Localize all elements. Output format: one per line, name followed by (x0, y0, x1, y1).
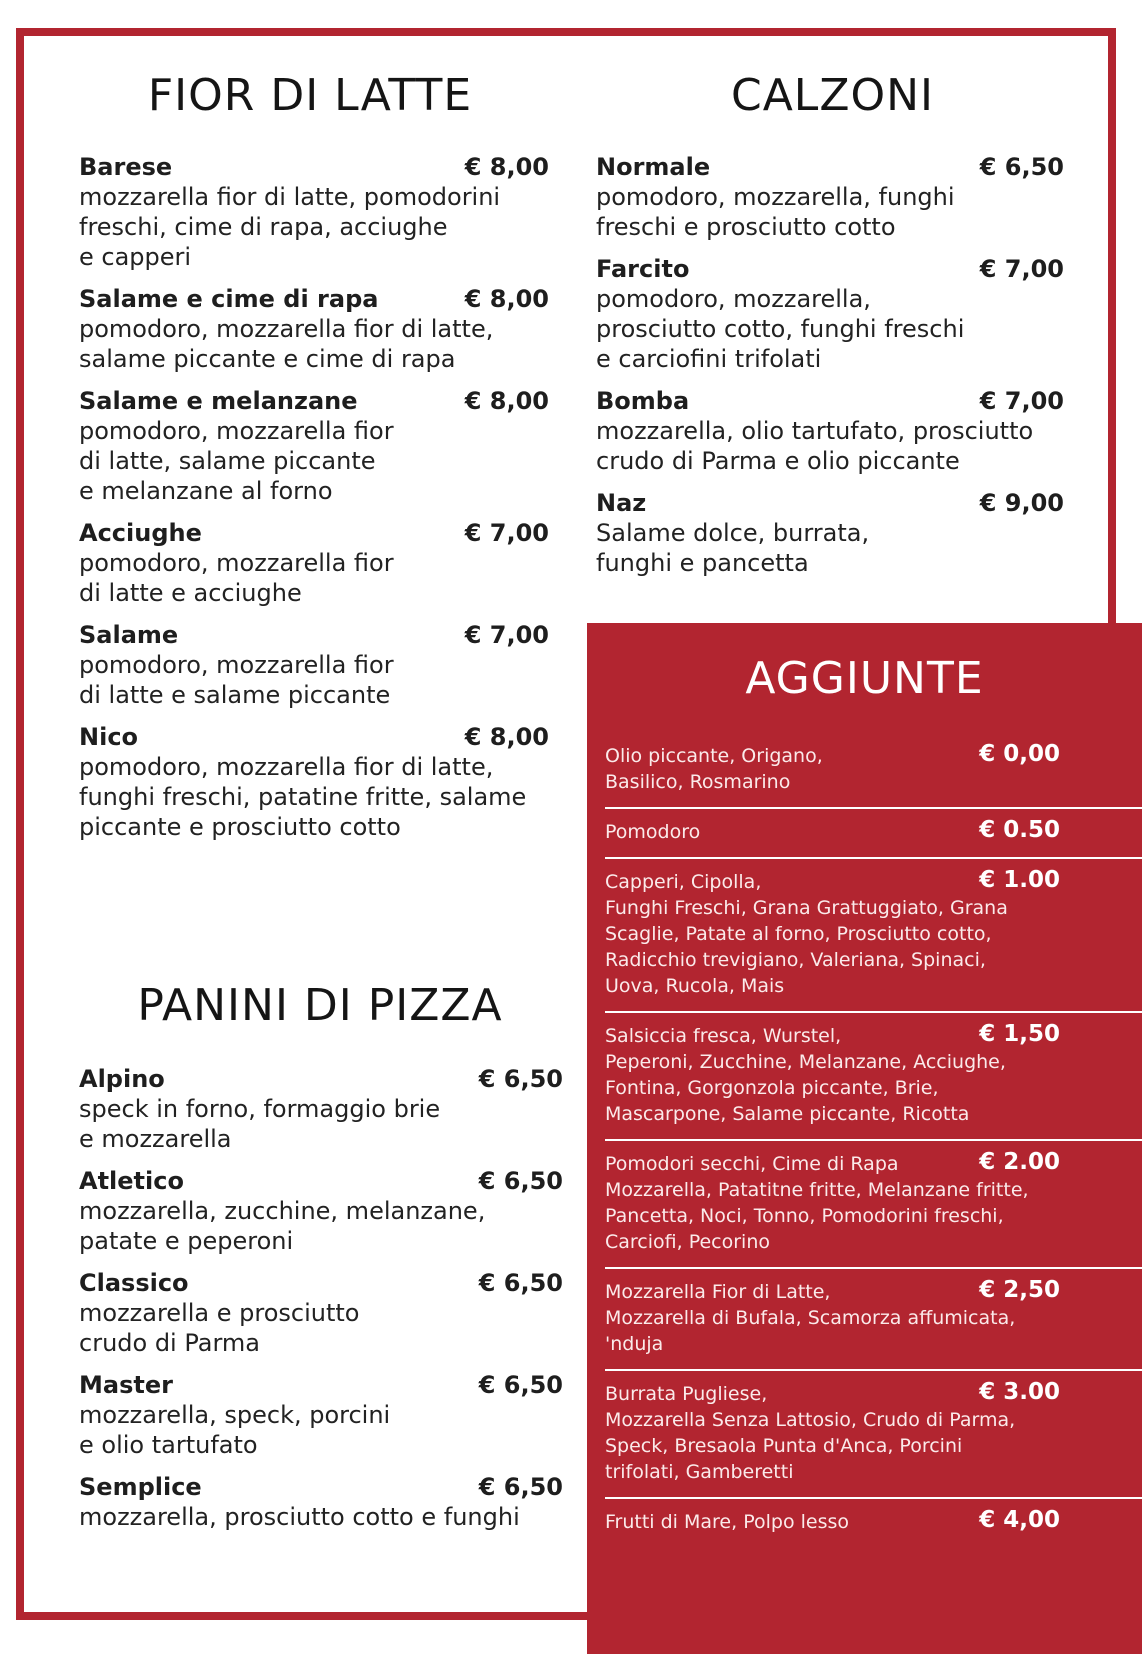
extra-group (605, 733, 1142, 809)
menu-item (79, 620, 549, 710)
item-name: Alpino (79, 1065, 165, 1093)
extra-items: Pomodoro (605, 821, 701, 843)
item-name: Salame e melanzane (79, 387, 358, 415)
menu-item (79, 1166, 563, 1256)
item-price: € 8,00 (464, 285, 549, 313)
extra-items: Mozzarella Fior di Latte, Mozzarella di Bufala, Scamorza affumicata, 'nduja (605, 1281, 1016, 1355)
extra-group (605, 859, 1142, 1013)
menu-item (79, 1370, 563, 1460)
item-name: Barese (79, 153, 173, 181)
item-name: Master (79, 1371, 173, 1399)
item-name: Normale (596, 153, 711, 181)
menu-item (79, 152, 549, 272)
item-name: Farcito (596, 255, 690, 283)
extra-group (605, 1013, 1142, 1141)
item-name: Naz (596, 489, 647, 517)
panini-list (79, 1064, 563, 1544)
extra-group (605, 1141, 1142, 1269)
extra-items: Salsiccia fresca, Wurstel, Peperoni, Zucchine, Melanzane, Acciughe, Fontina, Gorgonzola piccante, Brie, Mascarpone, Salame piccante, Ricotta (605, 1025, 1006, 1125)
extra-items: Pomodori secchi, Cime di Rapa Mozzarella, Patatitne fritte, Melanzane fritte, Pancetta, Noci, Tonno, Pomodorini freschi, Carciofi, Pecorino (605, 1153, 1029, 1253)
item-price: € 7,00 (979, 255, 1064, 283)
section-title-panini-di-pizza: PANINI DI PIZZA (137, 980, 503, 1031)
section-title-fior-di-latte: FIOR DI LATTE (147, 70, 473, 121)
menu-item (596, 488, 1064, 578)
item-name: Salame e cime di rapa (79, 285, 379, 313)
calzoni-list (596, 152, 1064, 590)
extra-price: € 1.00 (979, 867, 1060, 893)
menu-item (79, 722, 549, 842)
item-description: pomodoro, mozzarella, prosciutto cotto, funghi freschi e carciofini trifolati (596, 285, 965, 373)
section-title-calzoni: CALZONI (730, 70, 934, 121)
item-description: speck in forno, formaggio brie e mozzarella (79, 1095, 441, 1153)
extra-items: Frutti di Mare, Polpo lesso (605, 1511, 849, 1533)
extra-group (605, 1499, 1142, 1547)
menu-item (79, 1064, 563, 1154)
extra-items: Capperi, Cipolla, Funghi Freschi, Grana Grattuggiato, Grana Scaglie, Patate al forno, Prosciutto cotto, Radicchio trevigiano, Valeriana, Spinaci, Uova, Rucola, Mais (605, 871, 1008, 997)
item-name: Acciughe (79, 519, 202, 547)
menu-item (79, 1268, 563, 1358)
item-price: € 6,50 (478, 1167, 563, 1195)
item-description: mozzarella, speck, porcini e olio tartufato (79, 1401, 391, 1459)
item-price: € 9,00 (979, 489, 1064, 517)
item-price: € 7,00 (979, 387, 1064, 415)
menu-item (79, 386, 549, 506)
extra-group (605, 809, 1142, 859)
item-description: pomodoro, mozzarella fior di latte e acciughe (79, 549, 394, 607)
item-description: pomodoro, mozzarella fior di latte, funghi freschi, patatine fritte, salame piccante e prosciutto cotto (79, 753, 527, 841)
item-description: pomodoro, mozzarella, funghi freschi e prosciutto cotto (596, 183, 955, 241)
extra-price: € 3.00 (979, 1379, 1060, 1405)
item-description: mozzarella, olio tartufato, prosciutto crudo di Parma e olio piccante (596, 417, 1034, 475)
item-price: € 7,00 (464, 621, 549, 649)
menu-item (79, 1472, 563, 1532)
item-name: Classico (79, 1269, 189, 1297)
item-name: Semplice (79, 1473, 202, 1501)
extra-price: € 2.00 (979, 1149, 1060, 1175)
extra-group (605, 1269, 1142, 1371)
item-description: pomodoro, mozzarella fior di latte, salame piccante e cime di rapa (79, 315, 494, 373)
menu-item (596, 152, 1064, 242)
item-name: Bomba (596, 387, 690, 415)
item-description: mozzarella, prosciutto cotto e funghi (79, 1503, 520, 1531)
item-price: € 8,00 (464, 387, 549, 415)
item-price: € 6,50 (478, 1269, 563, 1297)
item-price: € 6,50 (478, 1065, 563, 1093)
item-name: Atletico (79, 1167, 184, 1195)
extra-items: Olio piccante, Origano, Basilico, Rosmarino (605, 745, 823, 793)
extra-price: € 0.50 (979, 817, 1060, 843)
extra-group (605, 1371, 1142, 1499)
item-name: Salame (79, 621, 179, 649)
extra-price: € 2,50 (979, 1277, 1060, 1303)
extra-price: € 0,00 (979, 741, 1060, 767)
item-description: Salame dolce, burrata, funghi e pancetta (596, 519, 870, 577)
fior-di-latte-list (79, 152, 549, 854)
menu-item (596, 254, 1064, 374)
item-price: € 6,50 (478, 1473, 563, 1501)
extra-items: Burrata Pugliese, Mozzarella Senza Lattosio, Crudo di Parma, Speck, Bresaola Punta d'Anca, Porcini trifolati, Gamberetti (605, 1383, 1016, 1483)
item-description: mozzarella fior di latte, pomodorini freschi, cime di rapa, acciughe e capperi (79, 183, 501, 271)
item-price: € 8,00 (464, 153, 549, 181)
item-price: € 7,00 (464, 519, 549, 547)
section-title-aggiunte: AGGIUNTE (745, 653, 984, 704)
aggiunte-panel (587, 623, 1142, 1654)
menu-item (79, 284, 549, 374)
item-description: mozzarella e prosciutto crudo di Parma (79, 1299, 360, 1357)
menu-item (79, 518, 549, 608)
item-name: Nico (79, 723, 139, 751)
item-price: € 6,50 (478, 1371, 563, 1399)
menu-item (596, 386, 1064, 476)
aggiunte-list (605, 733, 1142, 1547)
extra-price: € 4,00 (979, 1507, 1060, 1533)
item-price: € 6,50 (979, 153, 1064, 181)
item-description: pomodoro, mozzarella fior di latte, salame piccante e melanzane al forno (79, 417, 394, 505)
item-price: € 8,00 (464, 723, 549, 751)
item-description: mozzarella, zucchine, melanzane, patate e peperoni (79, 1197, 486, 1255)
extra-price: € 1,50 (979, 1021, 1060, 1047)
item-description: pomodoro, mozzarella fior di latte e salame piccante (79, 651, 394, 709)
